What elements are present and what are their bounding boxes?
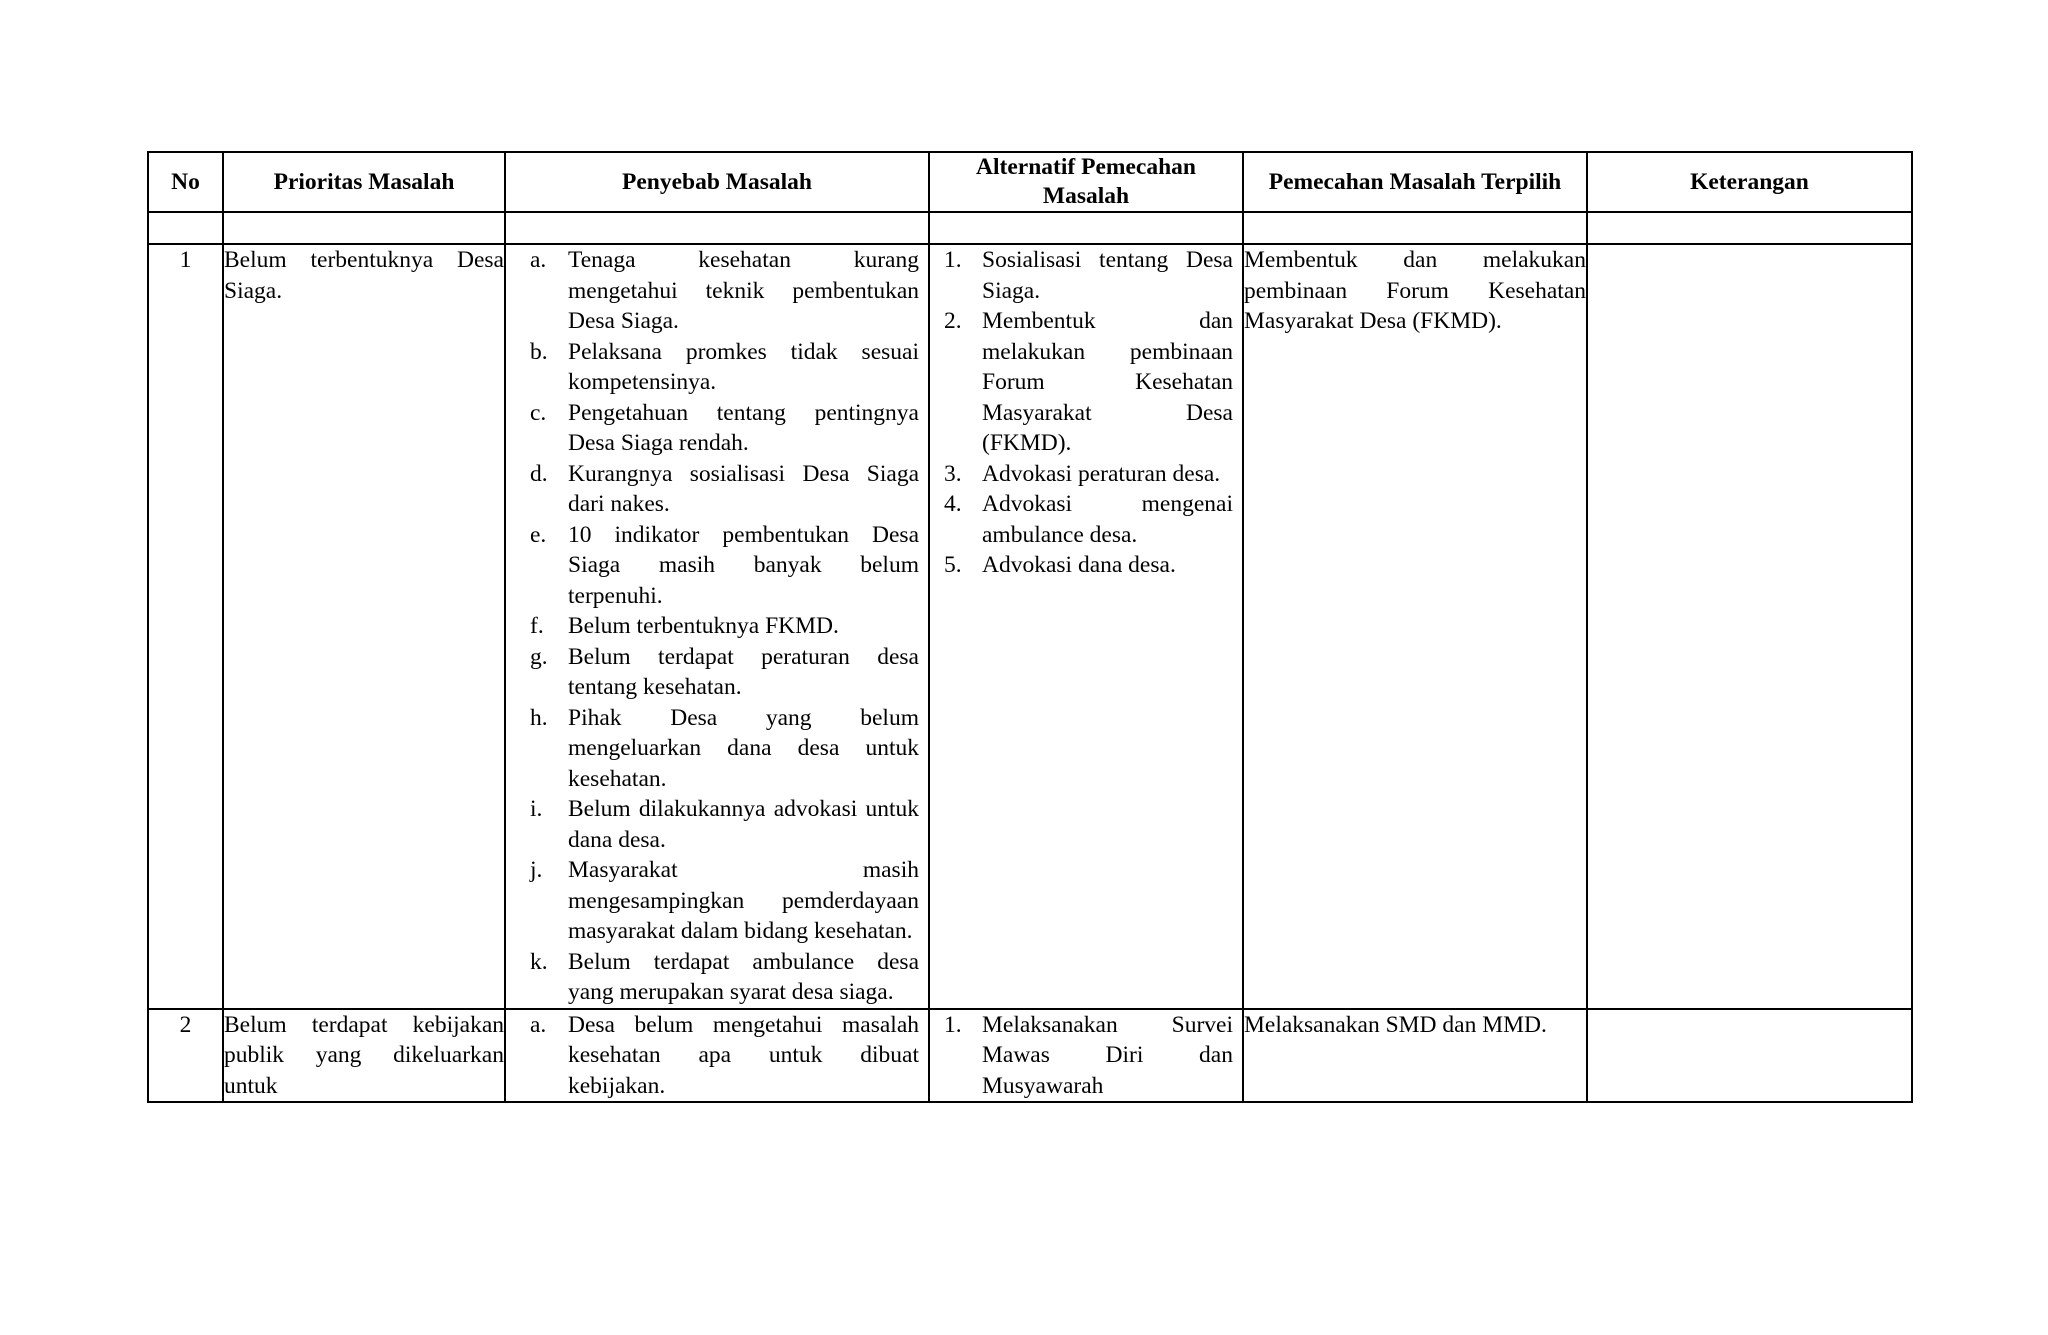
list-text: 10 indikator pembentukan Desa Siaga masih banyak belum terpenuhi. bbox=[568, 521, 919, 609]
list-item bbox=[530, 398, 919, 459]
list-marker: a. bbox=[530, 247, 547, 273]
list-marker: f. bbox=[530, 613, 544, 639]
problem-solving-table bbox=[147, 151, 1913, 1103]
empty-cell bbox=[929, 212, 1243, 244]
list-text: Pelaksana promkes tidak sesuai kompetensinya. bbox=[568, 338, 919, 395]
header-pemecahan-terpilih: Pemecahan Masalah Terpilih bbox=[1243, 152, 1587, 212]
list-text: Belum terbentuknya FKMD. bbox=[568, 613, 839, 639]
list-item bbox=[944, 306, 1233, 459]
empty-row bbox=[148, 212, 1912, 244]
list-text: Advokasi dana desa. bbox=[982, 552, 1176, 578]
header-penyebab-masalah: Penyebab Masalah bbox=[505, 152, 929, 212]
list-marker: h. bbox=[530, 704, 548, 731]
alternatif-cell bbox=[929, 244, 1243, 1009]
list-marker: j. bbox=[530, 857, 543, 883]
terpilih-cell: Membentuk dan melakukan pembinaan Forum Kesehatan Masyarakat Desa (FKMD). bbox=[1243, 244, 1587, 1009]
terpilih-cell: Melaksanakan SMD dan MMD. bbox=[1243, 1009, 1587, 1103]
list-item bbox=[530, 337, 919, 398]
list-item bbox=[530, 947, 919, 1008]
alternatif-list bbox=[930, 245, 1242, 581]
penyebab-list bbox=[506, 1010, 928, 1102]
prioritas-cell: Belum terdapat kebijakan publik yang dikeluarkan untuk bbox=[223, 1009, 505, 1103]
list-item bbox=[530, 642, 919, 703]
empty-cell bbox=[505, 212, 929, 244]
header-no: No bbox=[148, 152, 223, 212]
list-item bbox=[530, 855, 919, 947]
alternatif-cell bbox=[929, 1009, 1243, 1103]
header-row bbox=[148, 152, 1912, 212]
list-item bbox=[530, 459, 919, 520]
header-prioritas-masalah: Prioritas Masalah bbox=[223, 152, 505, 212]
list-marker: b. bbox=[530, 338, 548, 365]
penyebab-cell bbox=[505, 1009, 929, 1103]
list-item bbox=[530, 794, 919, 855]
header-alternatif-pemecahan: Alternatif Pemecahan Masalah bbox=[929, 152, 1243, 212]
prioritas-cell: Belum terbentuknya Desa Siaga. bbox=[223, 244, 505, 1009]
list-text: Belum dilakukannya advokasi untuk dana desa. bbox=[568, 796, 919, 853]
list-text: Kurangnya sosialisasi Desa Siaga dari nakes. bbox=[568, 460, 919, 517]
penyebab-cell bbox=[505, 244, 929, 1009]
list-marker: 2. bbox=[944, 308, 962, 334]
header-keterangan: Keterangan bbox=[1587, 152, 1912, 212]
list-text: Belum terdapat peraturan desa tentang kesehatan. bbox=[568, 643, 919, 700]
empty-cell bbox=[1587, 212, 1912, 244]
list-text: Membentuk dan melakukan pembinaan Forum Kesehatan Masyarakat Desa (FKMD). bbox=[982, 308, 1233, 456]
list-marker: e. bbox=[530, 521, 547, 548]
list-item bbox=[944, 1010, 1233, 1102]
list-marker: 5. bbox=[944, 552, 962, 578]
list-text: Sosialisasi tentang Desa Siaga. bbox=[982, 247, 1233, 304]
list-text: Desa belum mengetahui masalah kesehatan apa untuk dibuat kebijakan. bbox=[568, 1011, 919, 1099]
list-item bbox=[944, 550, 1233, 581]
table-row bbox=[148, 1009, 1912, 1103]
list-marker: i. bbox=[530, 796, 543, 822]
list-text: Advokasi peraturan desa. bbox=[982, 460, 1221, 487]
list-text: Pengetahuan tentang pentingnya Desa Siaga rendah. bbox=[568, 399, 919, 456]
list-item bbox=[530, 245, 919, 337]
keterangan-cell bbox=[1587, 1009, 1912, 1103]
row-number: 1 bbox=[148, 244, 223, 1009]
empty-cell bbox=[148, 212, 223, 244]
empty-cell bbox=[1243, 212, 1587, 244]
list-marker: g. bbox=[530, 643, 548, 670]
list-text: Belum terdapat ambulance desa yang merupakan syarat desa siaga. bbox=[568, 948, 919, 1005]
list-item bbox=[530, 703, 919, 795]
list-text: Tenaga kesehatan kurang mengetahui teknik pembentukan Desa Siaga. bbox=[568, 247, 919, 334]
alternatif-list bbox=[930, 1010, 1242, 1102]
list-marker: 1. bbox=[944, 1011, 962, 1038]
table-row bbox=[148, 244, 1912, 1009]
list-marker: 4. bbox=[944, 491, 962, 517]
list-marker: d. bbox=[530, 460, 548, 487]
list-item bbox=[530, 611, 919, 642]
penyebab-list bbox=[506, 245, 928, 1008]
empty-cell bbox=[223, 212, 505, 244]
list-item bbox=[530, 1010, 919, 1102]
row-number: 2 bbox=[148, 1009, 223, 1103]
list-text: Pihak Desa yang belum mengeluarkan dana desa untuk kesehatan. bbox=[568, 704, 919, 792]
list-marker: k. bbox=[530, 948, 548, 975]
list-text: Masyarakat masih mengesampingkan pemderdayaan masyarakat dalam bidang kesehatan. bbox=[568, 857, 919, 944]
list-marker: 1. bbox=[944, 247, 962, 273]
list-text: Advokasi mengenai ambulance desa. bbox=[982, 491, 1233, 548]
list-text: Melaksanakan Survei Mawas Diri dan Musyawarah bbox=[982, 1011, 1233, 1099]
list-item bbox=[944, 459, 1233, 490]
list-item bbox=[944, 489, 1233, 550]
list-marker: a. bbox=[530, 1011, 547, 1038]
keterangan-cell bbox=[1587, 244, 1912, 1009]
list-item bbox=[944, 245, 1233, 306]
list-marker: c. bbox=[530, 399, 547, 426]
list-item bbox=[530, 520, 919, 612]
list-marker: 3. bbox=[944, 460, 962, 487]
